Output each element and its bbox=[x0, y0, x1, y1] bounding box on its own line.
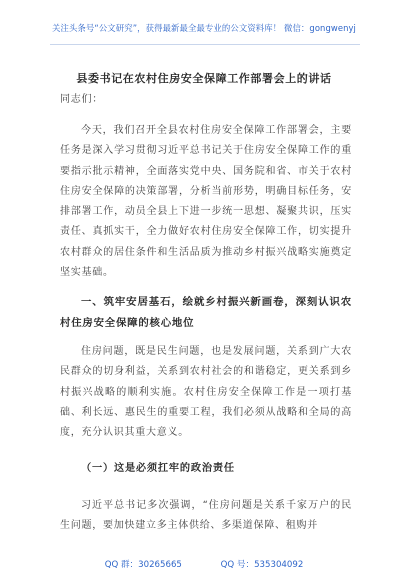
promo-banner[interactable]: 关注头条号“公文研究”，获得最新最全最专业的公文资料库！ 微信：gongwenyj bbox=[52, 23, 356, 33]
footer-fade bbox=[0, 532, 408, 554]
subsection-heading-1: （一）这是必须扛牢的政治责任 bbox=[81, 462, 235, 474]
section-heading-1: 一、筑牢安居基石，绘就乡村振兴新画卷，深刻认识农村住房安全保障的核心地位 bbox=[60, 296, 352, 329]
banner-divider bbox=[50, 44, 360, 45]
paragraph-housing-significance: 住房问题，既是民生问题，也是发展问题，关系到广大农民群众的切身利益，关系到农村社会的和谐稳定，更关系到乡村振兴战略的顺利实施。农村住房安全保障工作是一项打基础、利长远、惠民生的重要工程，我们必须从战略和全局的高度，充分认识其重大意义。 bbox=[60, 346, 352, 439]
paragraph-political-responsibility: 习近平总书记多次强调，“住房问题是关系千家万户的民生问题，要加快建立多主体供给、多渠道保障、租购并 bbox=[60, 500, 352, 532]
paragraph-intro: 今天，我们召开全县农村住房安全保障工作部署会，主要任务是深入学习贯彻习近平总书记关于住房安全保障工作的重要指示批示精神，全面落实党中央、国务院和省、市关于农村住房安全保障的决策部署，分析当前形势，明确目标任务，安排部署工作，动员全县上下进一步统一思想、凝聚共识，压实责任、真抓实干，全力做好农村住房安全保障工作，切实提升农村群众的居住条件和生活品质为推动乡村振兴战略实施奠定坚实基础。 bbox=[60, 125, 352, 279]
salutation: 同志们： bbox=[60, 94, 103, 105]
document-title: 县委书记在农村住房安全保障工作部署会上的讲话 bbox=[76, 72, 332, 85]
qq-group-label[interactable]: QQ 群：30265665 bbox=[104, 560, 182, 570]
qq-number-label[interactable]: QQ 号：535304092 bbox=[220, 560, 304, 570]
contact-footer bbox=[0, 558, 408, 570]
